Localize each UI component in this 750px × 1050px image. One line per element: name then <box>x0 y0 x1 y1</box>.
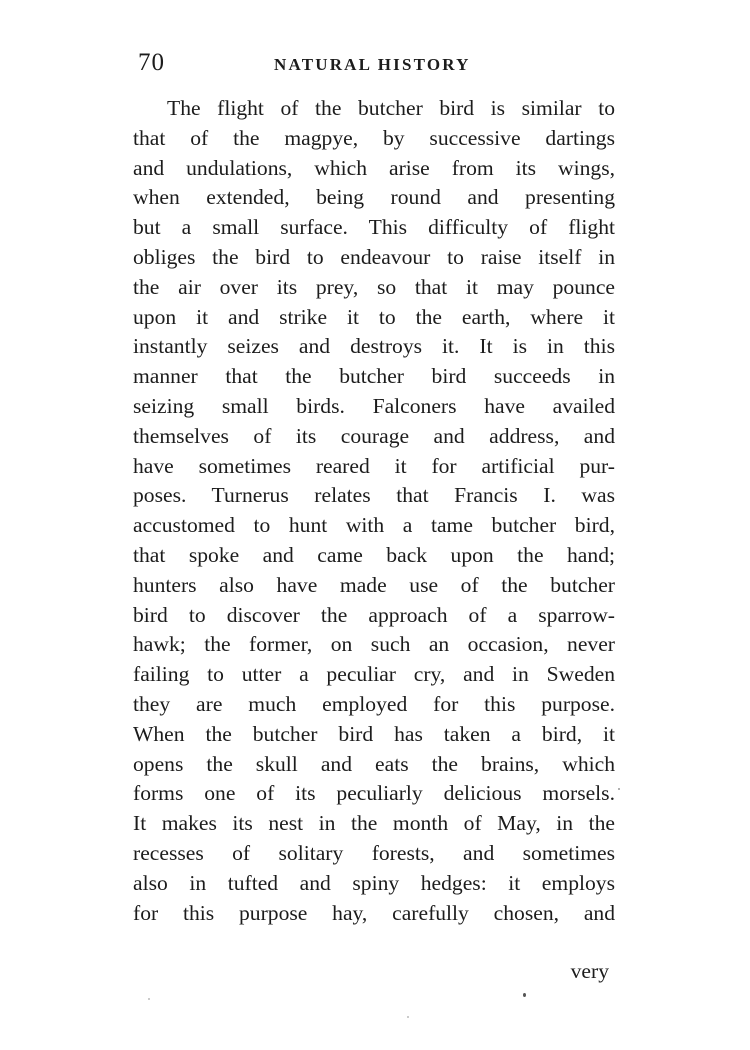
text-line: seizing small birds. Falconers have availed <box>133 393 615 418</box>
text-line: obliges the bird to endeavour to raise itself in <box>133 244 615 269</box>
text-line: When the butcher bird has taken a bird, it <box>133 721 615 746</box>
text-line: when extended, being round and presenting <box>133 185 615 210</box>
text-line: instantly seizes and destroys it. It is in this <box>133 334 615 359</box>
text-line: they are much employed for this purpose. <box>133 691 615 716</box>
text-line: poses. Turnerus relates that Francis I. was <box>133 483 615 508</box>
text-line: that spoke and came back upon the hand; <box>133 542 615 567</box>
text-line: but a small surface. This difficulty of flight <box>133 215 615 240</box>
text-line: and undulations, which arise from its wings, <box>133 155 615 180</box>
text-line: The flight of the butcher bird is similar to <box>167 96 615 120</box>
running-head <box>138 46 614 80</box>
body-text <box>133 94 615 928</box>
text-line: manner that the butcher bird succeeds in <box>133 364 615 389</box>
ink-speck <box>407 1016 409 1018</box>
catchword: very <box>570 959 609 983</box>
catchword-row <box>133 956 609 986</box>
running-title: NATURAL HISTORY <box>274 55 471 74</box>
text-line: recesses of solitary forests, and sometimes <box>133 840 615 865</box>
ink-speck <box>523 993 526 997</box>
text-line: themselves of its courage and address, and <box>133 423 615 448</box>
text-line: failing to utter a peculiar cry, and in Sweden <box>133 662 615 687</box>
text-line: bird to discover the approach of a sparrow- <box>133 602 615 627</box>
text-line: have sometimes reared it for artificial pur- <box>133 453 615 478</box>
text-line: the air over its prey, so that it may pounce <box>133 274 615 299</box>
ink-speck <box>618 788 620 790</box>
text-line: hunters also have made use of the butcher <box>133 572 615 597</box>
text-line: that of the magpye, by successive dartings <box>133 125 615 150</box>
text-line: hawk; the former, on such an occasion, never <box>133 632 615 657</box>
page-number: 70 <box>138 49 165 76</box>
text-line: forms one of its peculiarly delicious morsels. <box>133 781 615 806</box>
text-line: also in tufted and spiny hedges: it employs <box>133 870 615 895</box>
text-line: upon it and strike it to the earth, where it <box>133 304 615 329</box>
text-line: It makes its nest in the month of May, in the <box>133 811 615 836</box>
text-line: for this purpose hay, carefully chosen, and <box>133 900 615 925</box>
text-line: opens the skull and eats the brains, which <box>133 751 615 776</box>
text-line: accustomed to hunt with a tame butcher bird, <box>133 513 615 538</box>
ink-speck <box>148 998 150 1000</box>
